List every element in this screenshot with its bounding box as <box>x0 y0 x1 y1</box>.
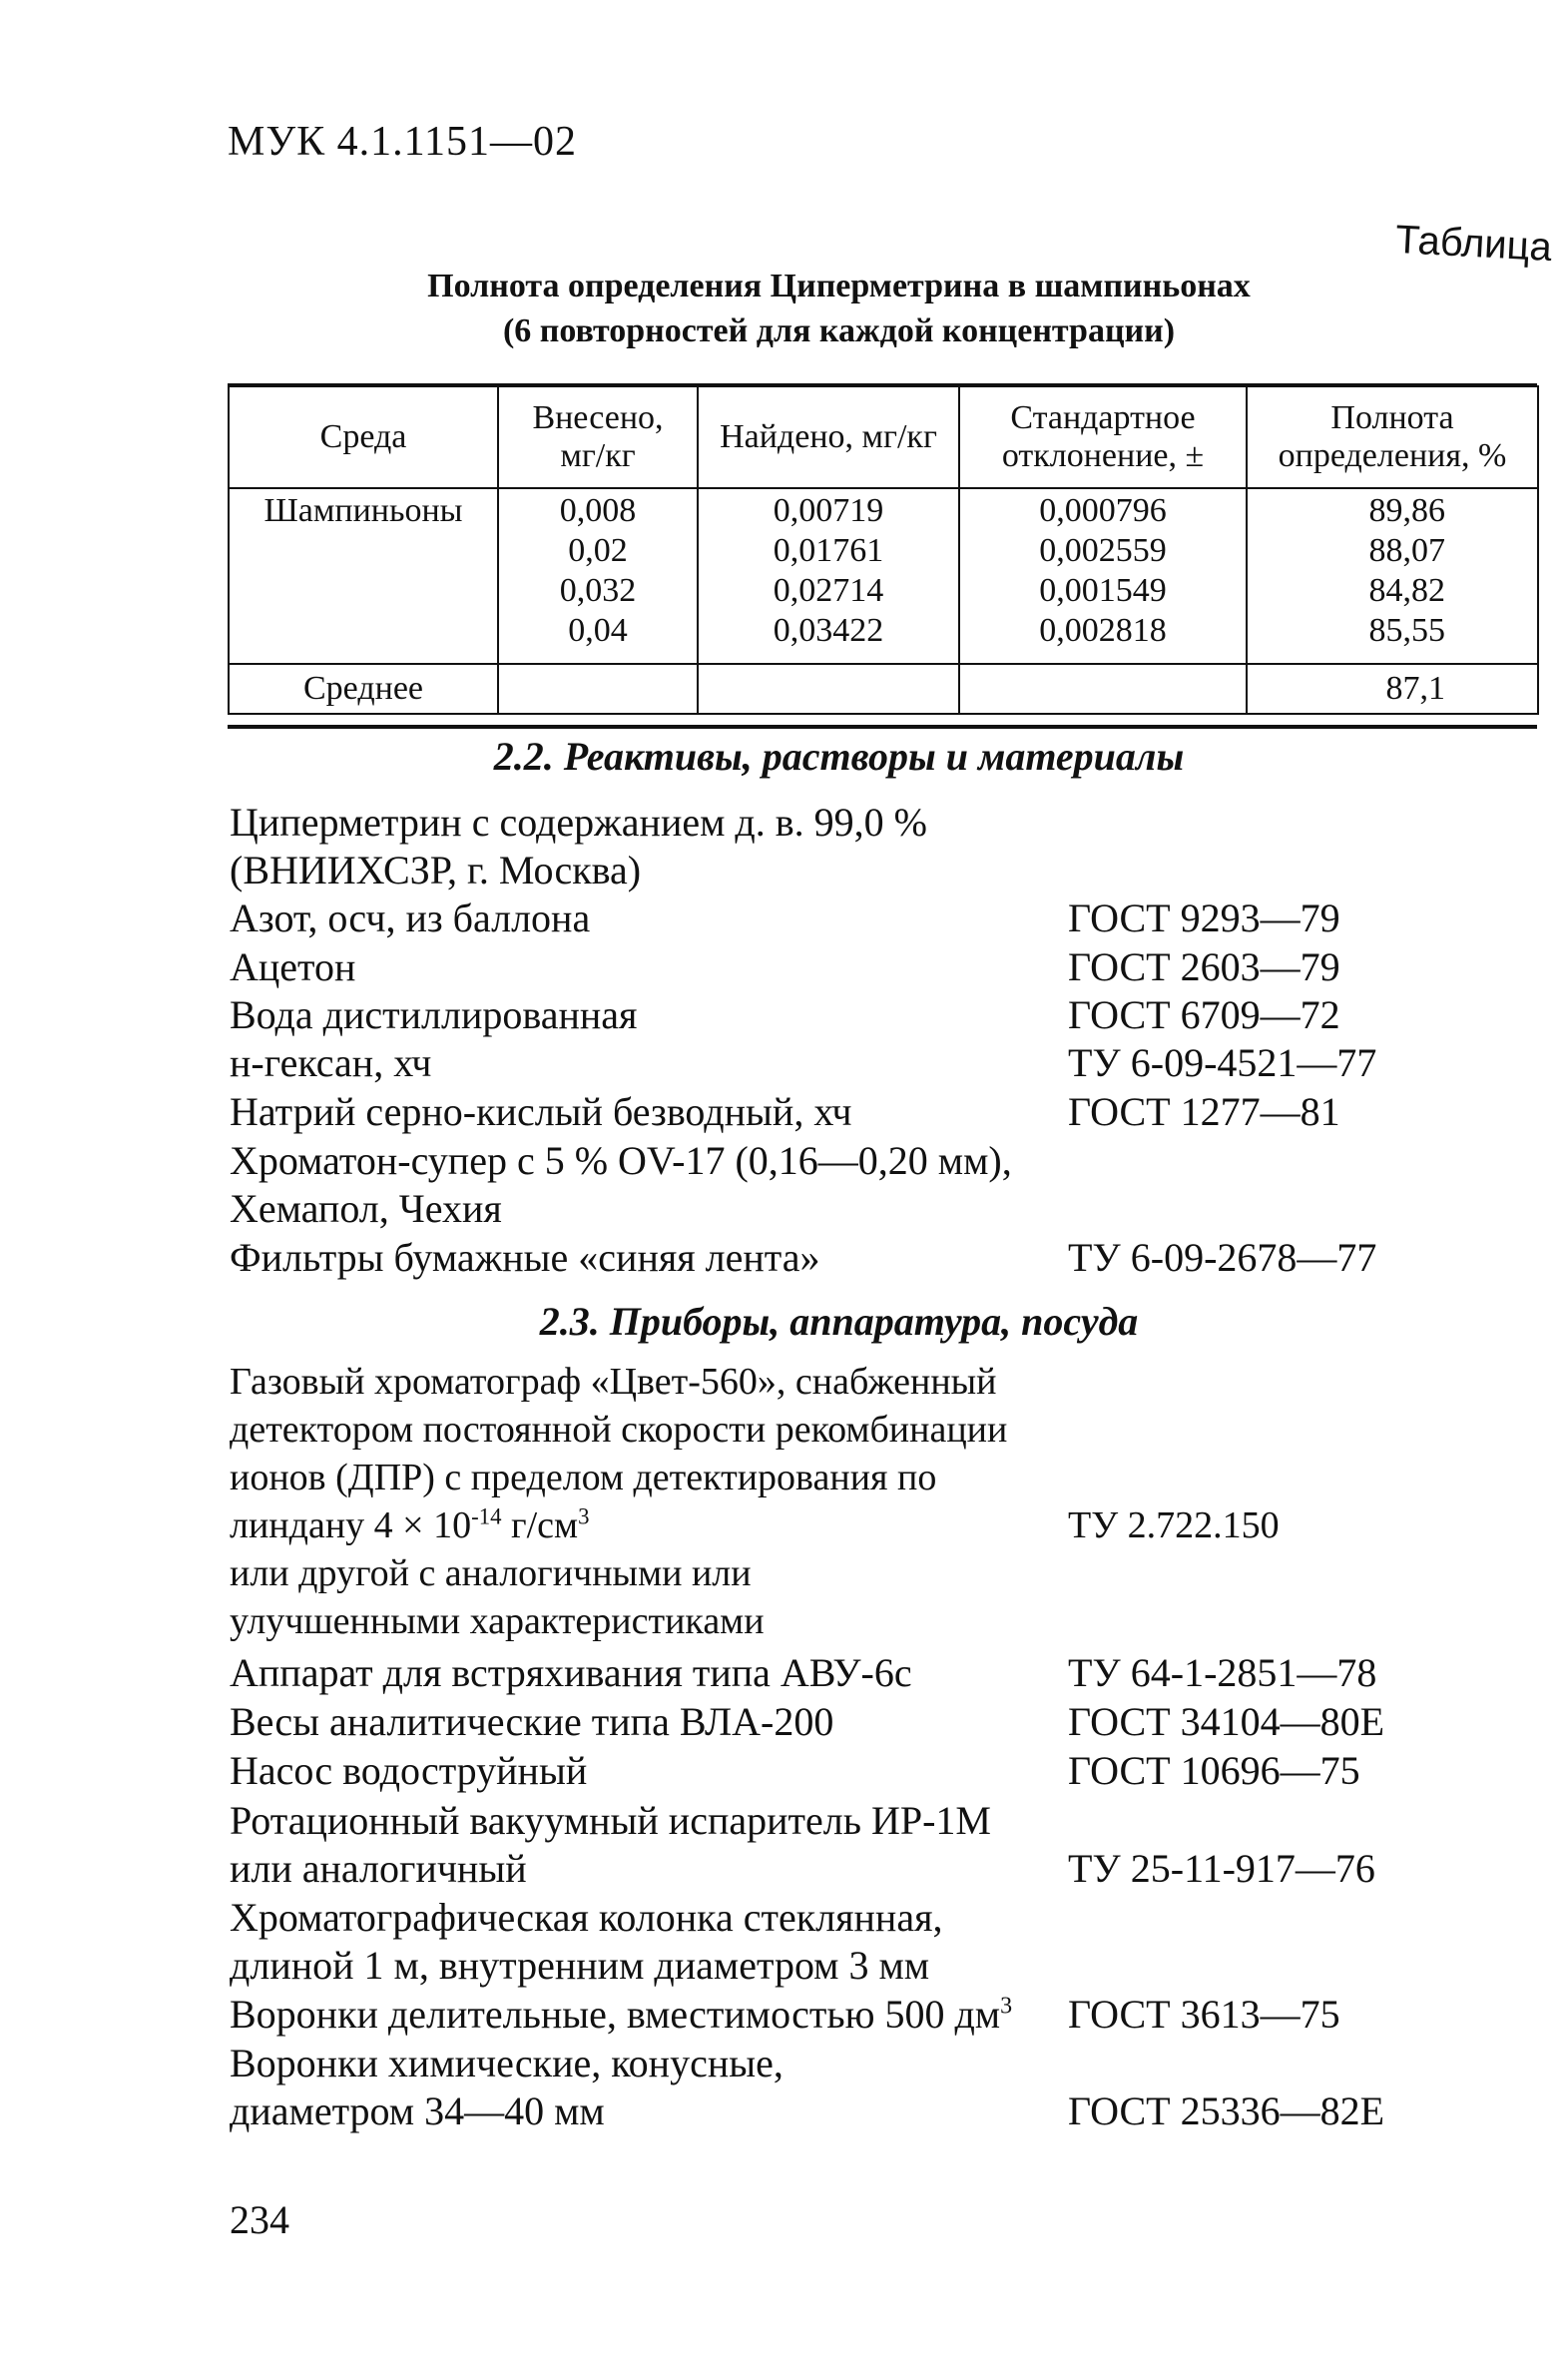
section-heading-reagents: 2.2. Реактивы, растворы и материалы <box>493 734 1185 779</box>
table-header-row <box>229 386 1538 488</box>
header-recovery: Полнота определения, % <box>1247 386 1538 488</box>
recovery-table <box>228 385 1539 715</box>
table-average-row <box>229 664 1538 714</box>
table-bottom-rule <box>228 725 1537 729</box>
cell-recovery: 89,86 88,07 84,82 85,55 <box>1247 488 1538 664</box>
average-label: Среднее <box>229 664 498 714</box>
table-title-line1: Полнота определения Циперметрина в шампиньонах <box>427 268 1251 304</box>
header-added: Внесено, мг/кг <box>498 386 698 488</box>
cell-added: 0,008 0,02 0,032 0,04 <box>498 488 698 664</box>
table-label: Таблица <box>1393 217 1553 271</box>
header-found: Найдено, мг/кг <box>698 386 959 488</box>
table-data-row <box>229 488 1538 664</box>
average-value: 87,1 <box>1247 664 1538 714</box>
header-medium: Среда <box>229 386 498 488</box>
header-sd: Стандартное отклонение, ± <box>959 386 1247 488</box>
cell-medium: Шампиньоны <box>229 488 498 664</box>
cell-found: 0,00719 0,01761 0,02714 0,03422 <box>698 488 959 664</box>
page-number: 234 <box>230 2197 289 2242</box>
section-heading-equipment: 2.3. Приборы, аппаратура, посуда <box>539 1299 1139 1344</box>
document-code: МУК 4.1.1151—02 <box>228 119 578 165</box>
table-title-line2: (6 повторностей для каждой концентрации) <box>502 312 1176 349</box>
cell-sd: 0,000796 0,002559 0,001549 0,002818 <box>959 488 1247 664</box>
